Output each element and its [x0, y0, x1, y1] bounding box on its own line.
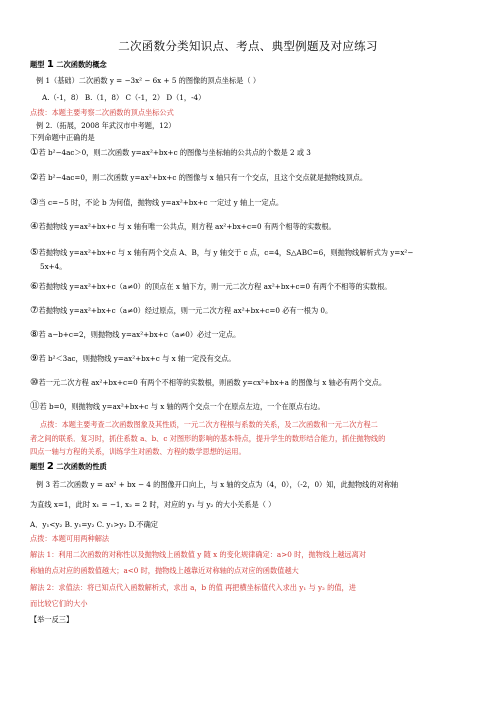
item-text: 若 b²＜3ac，则抛物线 y=ax²+bx+c 与 x 轴一定没有交点。 — [38, 354, 236, 363]
item-number: ⑪ — [30, 401, 40, 412]
item-number: ③ — [30, 197, 39, 208]
list-item — [30, 222, 336, 232]
example-2-question: 下列命题中正确的是 — [30, 133, 95, 142]
page-title: 二次函数分类知识点、考点、典型例题及对应练习 — [118, 39, 378, 53]
list-item — [30, 198, 283, 208]
list-item — [30, 330, 240, 340]
list-item — [30, 378, 386, 388]
item-text: 若一元二次方程 ax²+bx+c=0 有两个不相等的实数根，则函数 y=cx²+bx+a 的图像与 x 轴必有两个交点。 — [38, 378, 387, 387]
item-number: ① — [30, 147, 39, 158]
item-number: ⑦ — [30, 305, 39, 316]
item-text: 若 a−b+c=2，则抛物线 y=ax²+bx+c（a≠0）必过一定点。 — [38, 330, 241, 339]
item-text: 若 b²−4ac=0，则二次函数 y=ax²+bx+c 的图像与 x 轴只有一个交点，且这个交点就是抛物线顶点。 — [38, 173, 368, 182]
item-number: ⑧ — [30, 329, 39, 340]
list-item — [30, 248, 413, 258]
hint-line: 者之间的联系．复习时，抓住系数 a、b、c 对图形的影响的基本特点，提升学生的数形结合能力，抓住抛物线的 — [30, 434, 386, 443]
example-1-options: A.（-1，8） B.（1，8） C（-1，2） D（1，-4） — [42, 93, 206, 102]
item-text: 若抛物线 y=ax²+bx+c 与 x 轴有唯一公共点，则方程 ax²+bx+c=0 有两个相等的实数根。 — [38, 222, 336, 231]
heading-number: 2 — [46, 461, 54, 472]
section-heading-2 — [30, 462, 107, 472]
heading-text: 二次函数的概念 — [56, 60, 107, 69]
example-1-hint: 点拨：本题主要考察二次函数的顶点坐标公式 — [30, 108, 174, 117]
hint-line: 称轴的点对应的函数值越大；a<0 时，抛物线上越靠近对称轴的点对应的函数值越大 — [30, 566, 299, 575]
section-heading-1 — [30, 60, 107, 70]
list-item — [30, 402, 325, 412]
list-item — [30, 354, 235, 364]
item-text: 若 b=0，则抛物线 y=ax²+bx+c 与 x 轴的两个交点一个在原点左边，一个在原点右边。 — [39, 402, 325, 411]
item-text: 若抛物线 y=ax²+bx+c（a≠0）经过原点，则一元二次方程 ax²+bx+c=0 必有一根为 0。 — [38, 306, 333, 315]
example-2: 例 2.（拓展，2008 年武汉市中考题，12） — [36, 121, 176, 130]
example-3-line-2: 为直线 x=1，此时 x₁ = −1, x₂ = 2 时，对应的 y₁ 与 y₂ 的大小关系是（ ） — [30, 500, 276, 509]
item-text: 若 b²−4ac＞0，则二次函数 y=ax²+bx+c 的图像与坐标轴的公共点的个数是 2 或 3 — [38, 148, 311, 157]
item-number: ⑨ — [30, 353, 39, 364]
item-number: ④ — [30, 221, 39, 232]
list-item — [30, 148, 311, 158]
hint-line: 点拨：本题可用两种解法 — [30, 534, 110, 543]
list-item — [30, 282, 391, 292]
item-number: ⑤ — [30, 247, 39, 258]
hint-line: 而比较它们的大小 — [30, 599, 88, 608]
heading-label: 题型 — [30, 462, 45, 471]
hint-line: 解法 1：利用二次函数的对称性以及抛物线上函数值 y 随 x 的变化规律确定：a>0 时，抛物线上越远离对 — [30, 550, 366, 559]
example-3-options: A．y₁<y₂ B. y₁=y₂ C. y₁>y₂ D.不确定 — [30, 520, 158, 529]
list-item — [30, 173, 367, 183]
example-3-line-1: 例 3 若二次函数 y = ax² + bx − 4 的图像开口向上，与 x 轴的交点为（4，0），（-2，0）知，此抛物线的对称轴 — [36, 480, 399, 489]
item-number: ② — [30, 172, 39, 183]
item-text: 若抛物线 y=ax²+bx+c 与 x 轴有两个交点 A、B，与 y 轴交于 c 点，c=4，S△ABC=6，则抛物线解析式为 y=x²− — [38, 248, 414, 257]
item-text: 当 c=−5 时，不论 b 为何值，抛物线 y=ax²+bx+c 一定过 y 轴上一定点。 — [38, 198, 284, 207]
hint-line: 点拨：本题主要考查二次函数图象及其性质，一元二次方程根与系数的关系，及二次函数和一元二次方程二 — [40, 420, 378, 429]
hint-line: 四点一轴与方程的关系，训练学生对函数、方程的数学思想的运用。 — [30, 447, 246, 456]
item-text: 若抛物线 y=ax²+bx+c（a≠0）的顶点在 x 轴下方，则一元二次方程 ax²+bx+c=0 有两个不相等的实数根。 — [38, 282, 392, 291]
item-number: ⑩ — [30, 377, 39, 388]
heading-number: 1 — [46, 59, 54, 70]
item-number: ⑥ — [30, 281, 39, 292]
example-1: 例 1（基础）二次函数 y = −3x² − 6x + 5 的图像的顶点坐标是（ ） — [36, 76, 261, 85]
heading-label: 题型 — [30, 60, 45, 69]
heading-text: 二次函数的性质 — [56, 462, 107, 471]
list-item-continuation: 5x+4。 — [40, 262, 67, 271]
hint-line: 解法 2：求值法：将已知点代入函数解析式，求出 a，b 的值 再把横坐标值代入求出 y₁ 与 y₂ 的值，进 — [30, 583, 356, 592]
practice-heading: 【举一反三】 — [30, 615, 74, 624]
list-item — [30, 306, 332, 316]
